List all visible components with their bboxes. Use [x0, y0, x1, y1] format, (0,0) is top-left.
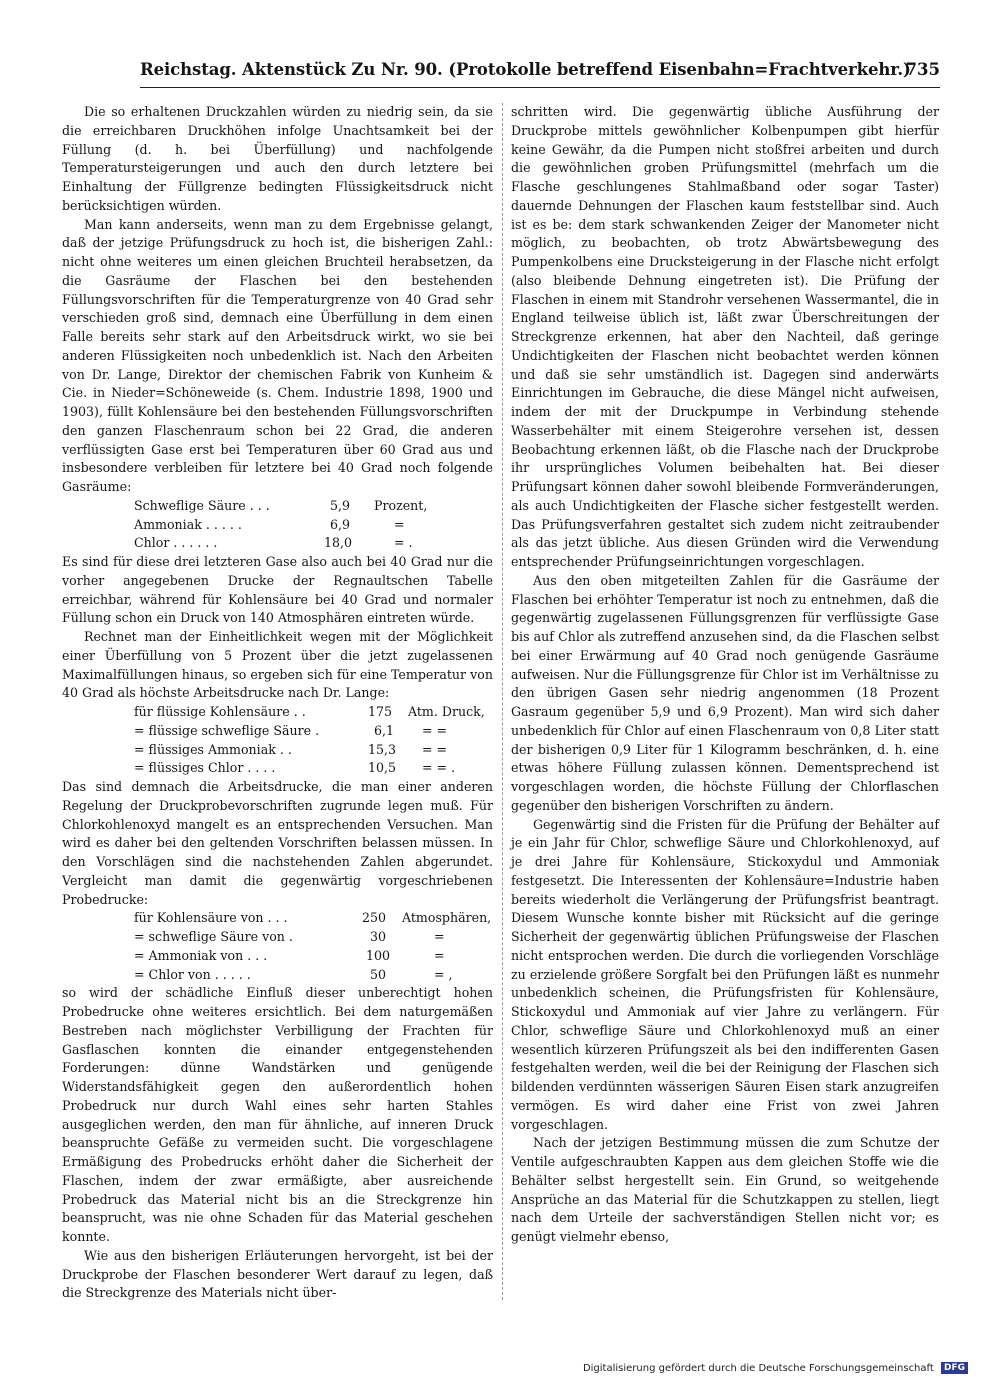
right-column: [511, 103, 939, 1247]
page-number: 735: [905, 60, 940, 79]
list-item: [62, 966, 493, 985]
list-item: [62, 497, 493, 516]
list-item: [62, 928, 493, 947]
paragraph: Die so erhaltenen Druckzahlen würden zu niedrig sein, da sie die erreichbaren Druckhöhen infolge Unachtsamkeit bei der Füllung (d. h. bei Überfüllung) und nachfolgende Temperatursteigerungen und auch den durch letztere bei Einhaltung der Füllgrenze bedingten Flüssigkeitsdruck nicht berücksichtigen würden.: [62, 104, 493, 213]
list-item: [62, 741, 493, 760]
paragraph: Man kann anderseits, wenn man zu dem Ergebnisse gelangt, daß der jetzige Prüfungsdruck zu hoch ist, die bisherigen Zahl.: nicht ohne weiteres um einen gleichen Bruchteil herabsetzen, da die Gasräume der Flaschen bei den bestehenden Füllungsvorschriften für die Temperaturgrenze von 40 Grad sehr verschieden groß sind, demnach eine Überfüllung in dem einen Falle bereits sehr stark auf den Arbeitsdruck wirkt, wo sie bei anderen Flüssigkeiten noch unbedenklich ist. Nach den Arbeiten von Dr. Lange, Direktor der chemischen Fabrik von Kunheim & Cie. in Nieder=Schöneweide (s. Chem. Industrie 1898, 1900 und 1903), füllt Kohlensäure bei den bestehenden Füllungsvorschriften den ganzen Flaschenraum schon bei 22 Grad, die anderen verflüssigten Gase erst bei Temperaturen über 60 Grad aus und insbesondere verbleiben für letztere bei 40 Grad noch folgende Gasräume:: [62, 216, 493, 494]
item-value: 18,0: [324, 535, 353, 551]
item-name: für Kohlensäure von . . .: [134, 910, 288, 926]
item-value: 6,1: [374, 722, 395, 738]
item-value: 100: [366, 947, 391, 963]
item-name: = schweflige Säure von .: [134, 929, 293, 944]
work-pressure-list: [62, 703, 493, 778]
list-item: [62, 516, 493, 535]
gas-room-list: [62, 497, 493, 553]
item-unit: = =: [422, 722, 448, 738]
item-name: = Ammoniak von . . .: [134, 947, 268, 963]
item-name: = Chlor von . . . . .: [134, 966, 251, 982]
paragraph: Das sind demnach die Arbeitsdrucke, die man einer anderen Regelung der Druckprobevorschriften zugrunde legen muß. Für Chlorkohlenoxyd mangelt es an entsprechenden Versuchen. Man wird es daher bei den geltenden Vorschriften belassen müssen. In den Vorschlägen sind die nachstehenden Zahlen abgerundet. Vergleicht man damit die gegenwärtig vorgeschriebenen Probedrucke:: [62, 779, 493, 907]
item-unit: =: [434, 947, 445, 963]
item-value: 250: [362, 910, 387, 926]
item-name: Ammoniak . . . . .: [134, 516, 242, 532]
item-value: 30: [370, 929, 387, 944]
credit-text: Digitalisierung gefördert durch die Deutsche Forschungsgemeinschaft: [582, 1363, 934, 1374]
item-unit: Prozent,: [374, 497, 428, 513]
column-divider: [502, 103, 503, 1300]
list-item: [62, 909, 493, 928]
paragraph: so wird der schädliche Einfluß dieser unberechtigt hohen Probedrucke ohne weiteres ersichtlich. Bei dem naturgemäßen Bestreben nach möglichster Verbilligung der Frachten für Gasflaschen konnten die einander entgegenstehenden Forderungen: dünne Wandstärken und genügende Widerstandsfähigkeit gegen den außerordentlich hohen Probedruck nur durch Wahl eines sehr harten Stahles ausgeglichen werden, den man für ähnliche, auf inneren Druck beanspruchte Gefäße zu vermeiden sucht. Die vorgeschlagene Ermäßigung des Probedrucks erhöht daher die Sicherheit der Flaschen, indem der zwar ermäßigte, aber ausreichende Probedruck das Material nicht bis an die Streckgrenze hin beansprucht, was nie ohne Schaden für das Material geschehen konnte.: [62, 985, 493, 1244]
item-unit: =: [394, 516, 405, 532]
paragraph: Wie aus den bisherigen Erläuterungen hervorgeht, ist bei der Druckprobe der Flaschen besonderer Wert darauf zu legen, daß die Streckgrenze des Materials nicht über-: [62, 1247, 493, 1301]
dfg-logo: DFG: [941, 1362, 968, 1374]
paragraph: Nach der jetzigen Bestimmung müssen die zum Schutze der Ventile aufgeschraubten Kappen aus dem gleichen Stoffe wie die Behälter selbst hergestellt sein. Ein Grund, so weitgehende Ansprüche an das Material für die Schutzkappen zu stellen, liegt nach dem Urteile der sachverständigen Stellen nicht vor; es genügt vielmehr ebenso,: [511, 1135, 939, 1244]
item-value: 5,9: [330, 497, 351, 513]
item-name: Schweflige Säure . . .: [134, 497, 270, 513]
list-item: [62, 703, 493, 722]
digitization-credit: [583, 1362, 968, 1374]
left-column: [62, 103, 493, 1303]
item-name: = flüssiges Chlor . . . .: [134, 760, 276, 776]
item-unit: Atm. Druck,: [408, 704, 485, 719]
header-rule: [140, 87, 940, 88]
item-value: 15,3: [368, 741, 397, 757]
list-item: [62, 947, 493, 966]
item-name: = flüssige schweflige Säure .: [134, 722, 320, 738]
running-title: Reichstag. Aktenstück Zu Nr. 90. (Protokolle betreffend Eisenbahn=Frachtverkehr.): [140, 60, 911, 79]
item-unit: = ,: [434, 966, 453, 982]
item-unit: Atmosphären,: [402, 910, 492, 926]
item-name: = flüssiges Ammoniak . .: [134, 741, 292, 757]
page-header: [140, 56, 940, 90]
test-pressure-list: [62, 909, 493, 984]
item-value: 10,5: [368, 760, 397, 776]
paragraph: Es sind für diese drei letzteren Gase also auch bei 40 Grad nur die vorher angegebenen Drucke der Regnaultschen Tabelle erreichbar, während für Kohlensäure bei 40 Grad und normaler Füllung schon ein Druck von 140 Atmosphären eintreten würde.: [62, 554, 493, 626]
item-unit: =: [434, 929, 445, 944]
item-unit: = = .: [422, 760, 456, 776]
item-value: 50: [370, 966, 387, 982]
item-name: Chlor . . . . . .: [134, 535, 218, 551]
item-value: 6,9: [330, 516, 351, 532]
item-unit: = .: [394, 535, 413, 551]
paragraph: schritten wird. Die gegenwärtig übliche Ausführung der Druckprobe mittels gewöhnlicher Kolbenpumpen gibt hierfür keine Gewähr, da die Pumpen nicht stoßfrei arbeiten und durch die gewöhnlichen groben Prüfungsmittel (mehrfach um die Flasche geschlungenes Stahlmaßband oder sogar Taster) dauernde Dehnungen der Flaschen kaum feststellbar sind. Auch ist es be: dem stark schwankenden Zeiger der Manometer nicht möglich, zu beobachten, ob trotz Abwärtsbewegung des Pumpenkolbens eine Drucksteigerung in der Flasche nicht erfolgt (also bleibende Dehnung eingetreten ist). Die Prüfung der Flaschen in einem mit Standrohr versehenen Wassermantel, die in England teilweise üblich ist, läßt zwar Überschreitungen der Streckgrenze erkennen, hat aber den Nachteil, daß geringe Undichtigkeiten der Flaschen nicht beobachtet werden können und daß sie sehr umständlich ist. Dagegen sind anderwärts Einrichtungen im Gebrauche, die diese Mängel nicht aufweisen, indem der mit der Druckpumpe in Verbindung stehende Wasserbehälter mit einem Steigerohre versehen ist, dessen Beobachtung erkennen läßt, ob die Flasche nach der Druckprobe ihr ursprüngliches Volumen beibehalten hat. Bei dieser Prüfungsart können daher sowohl bleibende Formveränderungen, als auch Undichtigkeiten der Flasche sicher festgestellt werden. Das Prüfungsverfahren gestaltet sich zudem nicht zeitraubender als das jetzt übliche. Aus diesen Gründen wird die Verwendung entsprechender Prüfungseinrichtungen vorgeschlagen.: [511, 104, 939, 569]
list-item: [62, 722, 493, 741]
item-name: für flüssige Kohlensäure . .: [134, 704, 306, 719]
item-unit: = =: [422, 741, 448, 757]
item-value: 175: [368, 704, 393, 719]
paragraph: Aus den oben mitgeteilten Zahlen für die Gasräume der Flaschen bei erhöhter Temperatur ist noch zu entnehmen, daß die gegenwärtig zugelassenen Füllungsgrenzen für verflüssigte Gase bis auf Chlor als zutreffend anzusehen sind, da die Flaschen selbst bei einer Erwärmung auf 40 Grad noch genügende Gasräume aufweisen. Nur die Füllungsgrenze für Chlor ist im Verhältnisse zu den übrigen Gasen sehr niedrig angenommen (18 Prozent Gasraum gegenüber 5,9 und 6,9 Prozent). Man wird sich daher unbedenklich für Chlor auf einen Flaschenraum von 0,8 Liter statt der bisherigen 0,9 Liter für 1 Kilogramm beschränken, d. h. eine etwas höhere Füllung zulassen können. Dementsprechend ist vorgeschlagen worden, die höchste Füllung der Chlorflaschen gegenüber den bisherigen Vorschriften zu ändern.: [511, 572, 939, 813]
paragraph: Rechnet man der Einheitlichkeit wegen mit der Möglichkeit einer Überfüllung von 5 Prozent über die jetzt zugelassenen Maximalfüllungen hinaus, so ergeben sich für eine Temperatur von 40 Grad als höchste Arbeitsdrucke nach Dr. Lange:: [62, 629, 493, 701]
list-item: [62, 534, 493, 553]
list-item: [62, 759, 493, 778]
paragraph: Gegenwärtig sind die Fristen für die Prüfung der Behälter auf je ein Jahr für Chlor, schweflige Säure und Chlorkohlenoxyd, auf je drei Jahre für Kohlensäure, Stickoxydul und Ammoniak festgesetzt. Die Interessenten der Kohlensäure=Industrie haben bereits wiederholt die Verlängerung der Prüfungsfrist beantragt. Diesem Wunsche konnte bisher mit Rücksicht auf die geringe Sicherheit der gegenwärtig üblichen Prüfungsweise der Flaschen nicht entsprochen werden. Die durch die vorliegenden Vorschläge zu erzielende größere Sorgfalt bei den Prüfungen läßt es nunmehr unbedenklich scheinen, die Prüfungsfristen für Kohlensäure, Stickoxydul und Ammoniak auf vier Jahre zu verlängern. Für Chlor, schweflige Säure und Chlorkohlenoxyd muß an einer wesentlich kürzeren Prüfungszeit als bei den indifferenten Gasen festgehalten werden, weil die bei der Reinigung der Flaschen sich bildenden verdünnten wässerigen Säuren Eisen stark anzugreifen vermögen. Es wird daher eine Frist von zwei Jahren vorgeschlagen.: [511, 816, 939, 1132]
